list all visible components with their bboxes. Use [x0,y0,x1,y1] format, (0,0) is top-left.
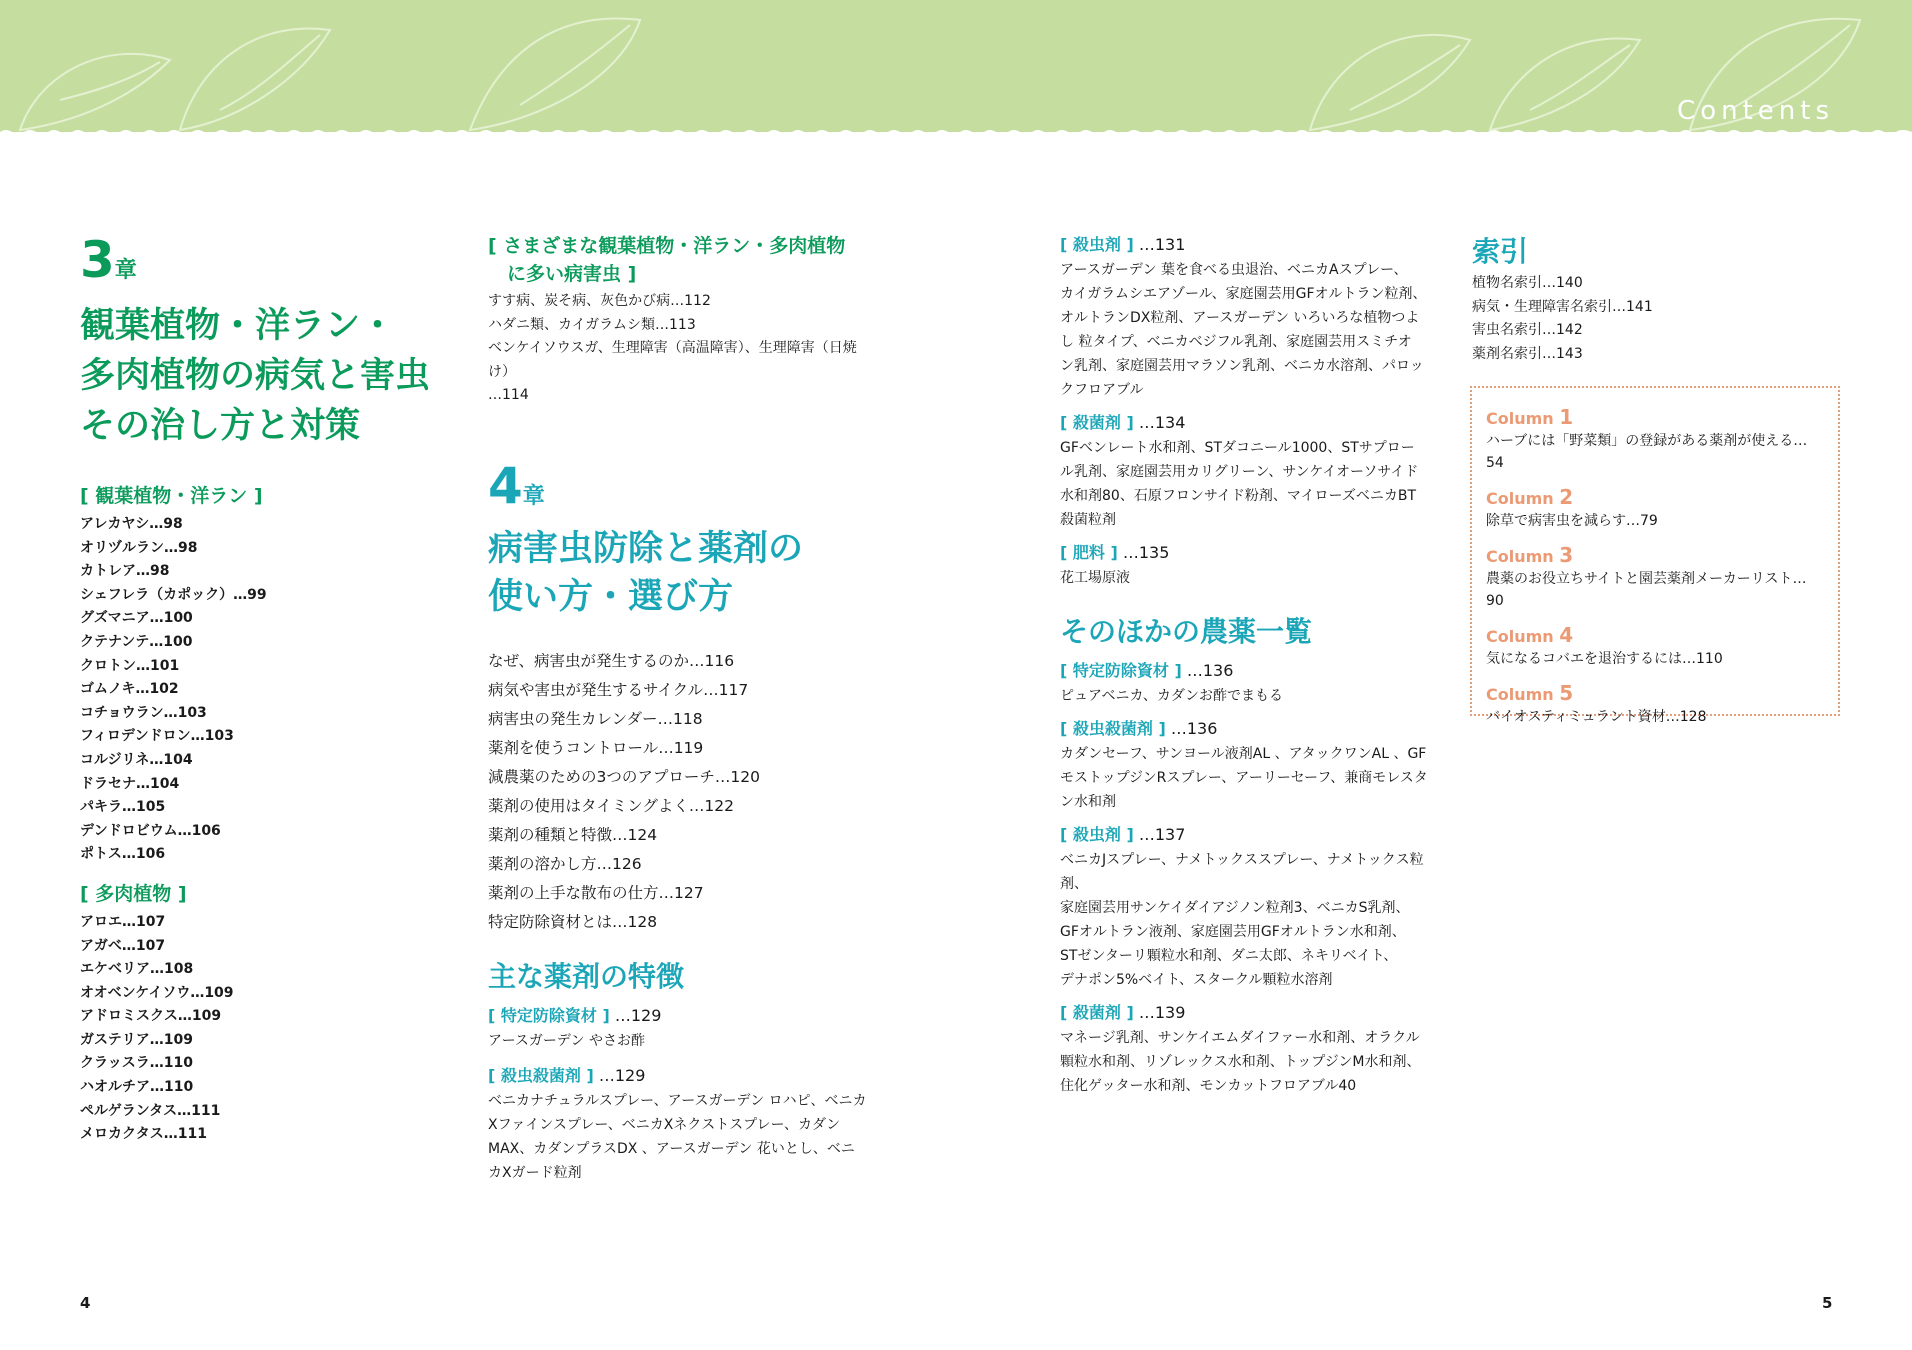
toc-entry[interactable]: ガステリア…109 [80,1031,193,1048]
toc-entry[interactable]: なぜ、病害虫が発生するのか…116 [488,651,735,670]
index-title: 索引 [1472,235,1529,268]
subsection-text: アースガーデン 葉を食べる虫退治、ベニカAスプレー、 カイガラムシエアゾール、家庭園芸用GFオルトラン粒剤、 オルトランDX粒剤、アースガーデン いろいろな植物つよ し 粒タイプ、ベニカベジフル乳剤、家庭園芸用スミチオ ン乳剤、家庭園芸用マラソン乳剤、ベニカ水溶剤、パロッ クフロアブル [1060,262,1427,398]
toc-entry[interactable]: コチョウラン…103 [80,704,207,721]
subsection-heading[interactable]: [ 殺虫剤 ] …137 [1060,825,1186,844]
toc-entry[interactable]: クラッスラ…110 [80,1055,193,1072]
chapter-3-title: 観葉植物・洋ラン・ 多肉植物の病気と害虫 その治し方と対策 [80,306,431,446]
subsection-heading[interactable]: [ 殺虫剤 ] …131 [1060,235,1186,254]
header-banner [0,0,1912,140]
index-column [1472,232,1842,366]
toc-entry[interactable]: ペルゲランタス…111 [80,1102,221,1119]
toc-entry[interactable]: 病気や害虫が発生するサイクル…117 [488,680,749,699]
toc-entry[interactable]: デンドロビウム…106 [80,822,221,839]
toc-entry[interactable]: すす病、炭そ病、灰色かび病…112 [488,293,711,309]
toc-entry[interactable]: エケベリア…108 [80,961,194,978]
toc-entry[interactable]: オオベンケイソウ…109 [80,984,234,1001]
page-number-left: 4 [80,1294,91,1312]
subsection-text: カダンセーフ、サンヨール液剤AL 、アタックワンAL 、GF モストップジンRスプレー、アーリーセーフ、兼商モレスタ ン水和剤 [1060,746,1428,810]
toc-entry[interactable]: 薬剤の溶かし方…126 [488,854,642,873]
toc-entry[interactable]: ハダニ類、カイガラムシ類…113 [488,316,696,333]
toc-entry[interactable]: クテナンテ…100 [80,633,193,650]
toc-entry[interactable]: クロトン…101 [80,657,180,674]
toc-entry[interactable]: 薬剤の使用はタイミングよく…122 [488,796,734,815]
toc-entry[interactable]: ドラセナ…104 [80,775,180,792]
toc-entry[interactable]: ベンケイソウスガ、生理障害（高温障害）、生理障害（日焼け） [488,340,857,380]
main-agents-title: 主な薬剤の特徴 [488,959,685,993]
toc-entry[interactable]: 薬剤の種類と特徴…124 [488,825,658,844]
column-label: Column 3 [1486,543,1574,567]
page-number-right: 5 [1822,1294,1833,1312]
subsection-text: 花工場原液 [1060,570,1130,586]
toc-entry[interactable]: シェフレラ（カポック）…99 [80,586,267,603]
toc-entry[interactable]: アガベ…107 [80,937,166,954]
toc-entry[interactable]: ポトス…106 [80,846,166,863]
subsection-heading[interactable]: [ 殺虫殺菌剤 ] …129 [488,1065,646,1085]
subsection-text: ピュアベニカ、カダンお酢でまもる [1060,688,1284,704]
subsection-text: GFベンレート水和剤、STダコニール1000、STサプロー ル乳剤、家庭園芸用カリグリーン、サンケイオーソサイド 水和剤80、石原フロンサイド粉剤、マイローズベニカBT 殺菌粒剤 [1060,440,1419,528]
chapter-4-number: 4章 [488,456,545,515]
common-pests-heading: [ さまざまな観葉植物・洋ラン・多肉植物 に多い病害虫 ] [488,235,846,285]
toc-entry[interactable]: 薬剤を使うコントロール…119 [488,738,704,757]
toc-entry[interactable]: 特定防除資材とは…128 [488,912,658,931]
toc-entry[interactable]: 植物名索引…140 [1472,275,1583,291]
subsection-heading[interactable]: [ 殺菌剤 ] …139 [1060,1003,1186,1022]
toc-entry[interactable]: バイオスティミュラント資材…128 [1486,709,1707,725]
toc-entry[interactable]: 農薬のお役立ちサイトと園芸薬剤メーカーリスト…90 [1486,571,1807,609]
subsection-heading[interactable]: [ 殺虫殺菌剤 ] …136 [1060,719,1218,738]
toc-entry[interactable]: アレカヤシ…98 [80,516,183,532]
subsection-text: ベニカJスプレー、ナメトックススプレー、ナメトックス粒剤、 家庭園芸用サンケイダイアジノン粒剤3、ベニカS乳剤、 GFオルトラン液剤、家庭園芸用GFオルトラン水和剤、 STゼンターリ顆粒水和剤、ダニ太郎、ネキリベイト、 デナポン5%ベイト、スタークル顆粒水溶剤 [1060,852,1424,988]
toc-entry[interactable]: ハオルチア…110 [80,1079,194,1096]
column-list-box [1470,386,1840,725]
column-label: Column 1 [1486,405,1574,429]
toc-entry[interactable]: フィロデンドロン…103 [80,728,234,745]
toc-entry[interactable]: 病気・生理障害名索引…141 [1472,298,1653,315]
section-heading: [ 観葉植物・洋ラン ] [80,485,263,507]
chapter-4-title: 病害虫防除と薬剤の 使い方・選び方 [488,528,804,617]
subsection-heading[interactable]: [ 殺菌剤 ] …134 [1060,413,1186,432]
chapter-3-column [80,232,460,1147]
toc-entry[interactable]: ハーブには「野菜類」の登録がある薬剤が使える…54 [1486,433,1808,471]
subsection-heading[interactable]: [ 特定防除資材 ] …136 [1060,661,1234,680]
column-label: Column 2 [1486,485,1574,509]
toc-entry[interactable]: 薬剤名索引…143 [1472,345,1583,362]
toc-entry[interactable]: 病害虫の発生カレンダー…118 [488,709,703,728]
column-label: Column 5 [1486,681,1574,705]
toc-entry[interactable]: コルジリネ…104 [80,751,193,768]
subsection-text: ベニカナチュラルスプレー、アースガーデン ロハピ、ベニカ Xファインスプレー、ベニカXネクストスプレー、カダン MAX、カダンプラスDX 、アースガーデン 花いとし、ベニ カXガード粒剤 [488,1092,867,1181]
toc-entry[interactable]: 除草で病害虫を減らす…79 [1486,513,1658,529]
agents-column [1060,232,1440,1098]
section-foliage [80,481,460,867]
subsection-heading[interactable]: [ 肥料 ] …135 [1060,543,1170,562]
contents-label: Contents [1677,96,1834,126]
chapter-3-number: 3章 [80,231,137,289]
toc-entry[interactable]: カトレア…98 [80,563,170,580]
toc-entry[interactable]: パキラ…105 [80,799,166,816]
chapter-4-column [488,232,868,1185]
toc-entry[interactable]: メロカクタス…111 [80,1126,207,1143]
section-heading: [ 多肉植物 ] [80,882,187,905]
section-succulents [80,879,460,1147]
toc-entry[interactable]: アロエ…107 [80,913,166,930]
toc-entry[interactable]: アドロミスクス…109 [80,1008,222,1025]
toc-entry[interactable]: 害虫名索引…142 [1472,322,1583,339]
toc-entry[interactable]: …114 [488,387,529,404]
toc-entry[interactable]: オリヅルラン…98 [80,539,198,556]
toc-entry[interactable]: 気になるコバエを退治するには…110 [1486,651,1723,667]
toc-entry[interactable]: ゴムノキ…102 [80,681,179,698]
other-agents-title: そのほかの農薬一覧 [1060,615,1313,648]
subsection-text: マネージ乳剤、サンケイエムダイファー水和剤、オラクル 顆粒水和剤、リゾレックス水和剤、トップジンM水和剤、 住化ゲッター水和剤、モンカットフロアブル40 [1060,1030,1421,1094]
subsection-heading[interactable]: [ 特定防除資材 ] …129 [488,1005,662,1025]
subsection-text: アースガーデン やさお酢 [488,1032,646,1049]
toc-entry[interactable]: 減農薬のための3つのアプローチ…120 [488,767,760,786]
toc-entry[interactable]: グズマニア…100 [80,610,193,627]
toc-entry[interactable]: 薬剤の上手な散布の仕方…127 [488,883,704,902]
column-label: Column 4 [1486,623,1574,647]
